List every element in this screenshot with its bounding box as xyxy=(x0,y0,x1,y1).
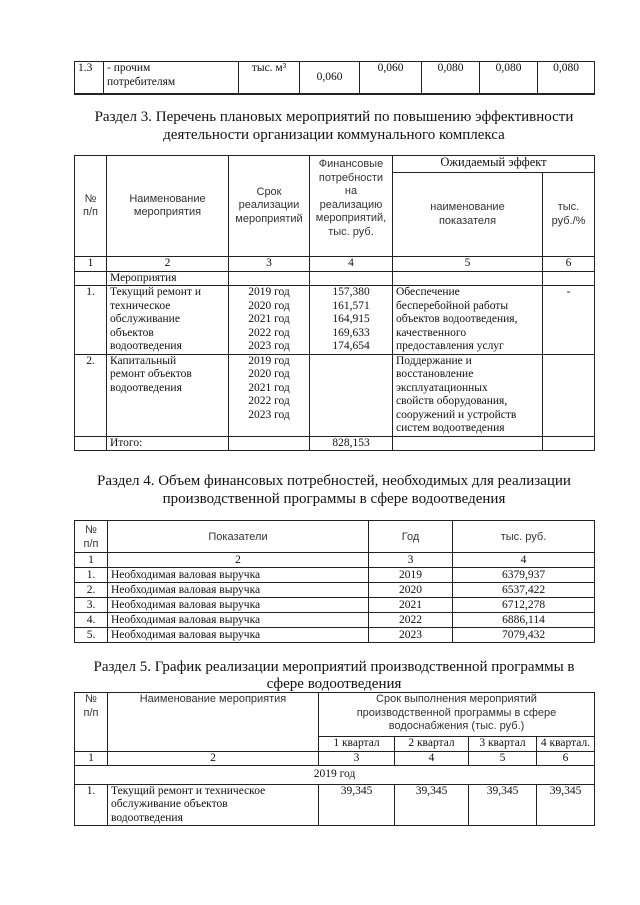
header-term: Срок выполнения мероприятий производственной программы в сфере водоснабжения (тыс. руб.) xyxy=(319,693,595,737)
value-cell: 0,080 xyxy=(422,62,480,94)
value-cell: 0,080 xyxy=(538,62,595,94)
table-schedule xyxy=(74,692,595,826)
header-effect: Ожидаемый эффект xyxy=(393,156,595,173)
header-q4: 4 квартал. xyxy=(537,737,595,752)
header-num: № п/п xyxy=(75,693,108,752)
header-name: Наименование мероприятия xyxy=(107,156,229,257)
measure-name: Текущий ремонт и техническое обслуживание объектов водоотведения xyxy=(107,286,229,355)
table-row: 2. Необходимая валовая выручка 2020 6537,422 xyxy=(75,583,595,598)
table-row: 5. Необходимая валовая выручка 2023 7079,432 xyxy=(75,628,595,643)
row-number: 1.3 xyxy=(75,62,104,94)
measure-unit: - xyxy=(543,286,595,355)
section-4-title: Раздел 4. Объем финансовых потребностей, необходимых для реализации производственной программы в сфере водоотведения xyxy=(97,473,571,507)
table-row xyxy=(75,354,595,436)
row-number: 2. xyxy=(75,354,107,436)
header-q3: 3 квартал xyxy=(469,737,537,752)
total-row xyxy=(75,436,595,451)
measure-name: Текущий ремонт и техническое обслуживание объектов водоотведения xyxy=(108,784,319,826)
header-row xyxy=(75,521,595,553)
header-name: Наименование мероприятия xyxy=(108,693,319,752)
total-label: Итого: xyxy=(107,436,229,451)
header-num: № п/п xyxy=(75,156,107,257)
header-q2: 2 квартал xyxy=(395,737,469,752)
header-row xyxy=(75,693,595,737)
table-financial-needs xyxy=(74,520,595,643)
header-q1: 1 квартал xyxy=(319,737,395,752)
measure-name: Капитальный ремонт объектов водоотведения xyxy=(107,354,229,436)
group-label: Мероприятия xyxy=(107,271,229,286)
measure-years: 2019 год 2020 год 2021 год 2022 год 2023 год xyxy=(229,286,310,355)
total-value: 828,153 xyxy=(310,436,393,451)
year-label: 2019 год xyxy=(75,766,595,785)
row-number: 1. xyxy=(75,286,107,355)
column-number-row: 1 2 3 4 5 6 xyxy=(75,751,595,766)
table-planned-measures xyxy=(74,155,595,451)
table-row xyxy=(75,286,595,355)
measure-indicator: Обеспечение бесперебойной работы объектов водоотведения, качественного предоставления услуг xyxy=(393,286,543,355)
row-name: - прочим потребителям xyxy=(104,62,239,94)
table-water-supply-fragment xyxy=(74,61,595,95)
measure-finance xyxy=(310,354,393,436)
header-unit: тыс. руб./% xyxy=(543,173,595,257)
header-term: Срок реализации мероприятий xyxy=(229,156,310,257)
header-num: № п/п xyxy=(75,521,108,553)
header-finance: Финансовые потребности на реализацию мероприятий, тыс. руб. xyxy=(310,156,393,257)
unit-cell: тыс. м³ xyxy=(239,62,300,94)
column-number-row: 1 2 3 4 5 6 xyxy=(75,257,595,272)
table-row: 3. Необходимая валовая выручка 2021 6712,278 xyxy=(75,598,595,613)
measure-unit xyxy=(543,354,595,436)
section-3-title: Раздел 3. Перечень плановых мероприятий по повышению эффективности деятельности организации коммунального комплекса xyxy=(94,109,574,143)
value-cell: 0,060 xyxy=(300,62,360,94)
header-amount: тыс. руб. xyxy=(453,521,595,553)
year-row xyxy=(75,766,595,785)
table-row: 4. Необходимая валовая выручка 2022 6886,114 xyxy=(75,613,595,628)
header-indicator: наименование показателя xyxy=(393,173,543,257)
value-cell: 0,080 xyxy=(480,62,538,94)
measure-finance: 157,380 161,571 164,915 169,633 174,654 xyxy=(310,286,393,355)
measure-years: 2019 год 2020 год 2021 год 2022 год 2023 год xyxy=(229,354,310,436)
section-5-title: Раздел 5. График реализации мероприятий производственной программы в сфере водоотведения xyxy=(93,659,575,692)
header-indicator: Показатели xyxy=(108,521,369,553)
group-row xyxy=(75,271,595,286)
measure-indicator: Поддержание и восстановление эксплуатационных свойств оборудования, сооружений и устройств систем водоотведения xyxy=(393,354,543,436)
header-year: Год xyxy=(369,521,453,553)
value-cell: 0,060 xyxy=(360,62,422,94)
table-row xyxy=(75,62,595,94)
table-row: 1. Текущий ремонт и техническое обслуживание объектов водоотведения 39,345 39,345 39,345 39,345 xyxy=(75,784,595,826)
header-row xyxy=(75,156,595,173)
table-row: 1. Необходимая валовая выручка 2019 6379,937 xyxy=(75,568,595,583)
column-number-row: 1 2 3 4 xyxy=(75,553,595,568)
